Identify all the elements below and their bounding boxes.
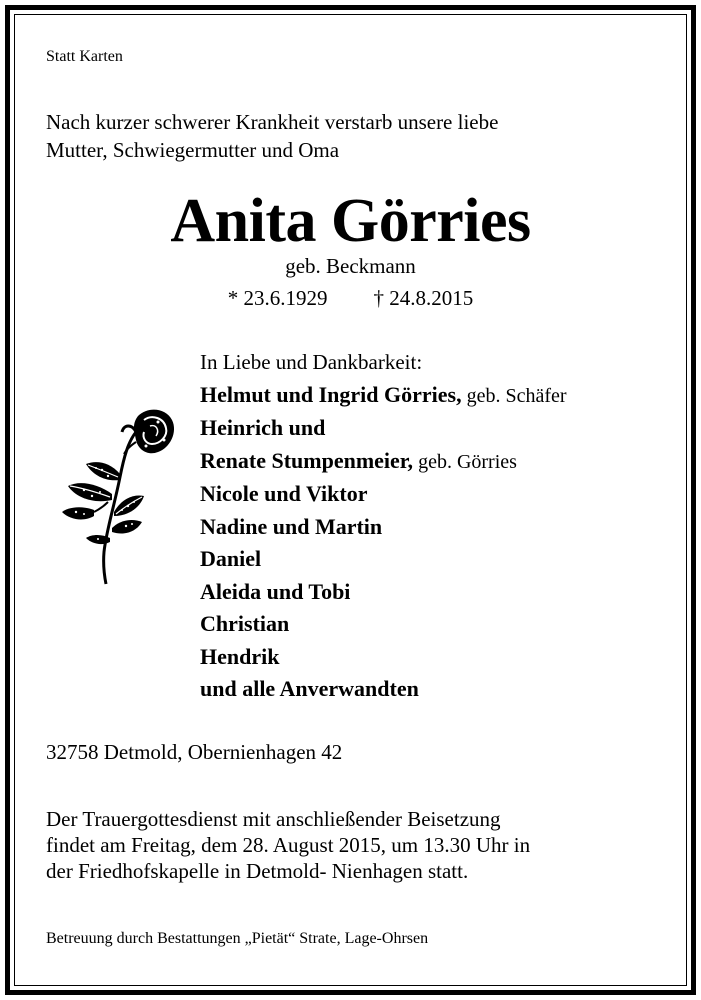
rose-icon: [40, 402, 180, 587]
birth-date: * 23.6.1929: [227, 286, 328, 310]
mourner-line-1: Helmut und Ingrid Görries, geb. Schäfer: [200, 381, 567, 407]
mourner-line-9: Hendrik: [200, 643, 280, 669]
address: 32758 Detmold, Obernienhagen 42: [46, 740, 343, 764]
mourner-line-3: Renate Stumpenmeier, geb. Görries: [200, 447, 517, 473]
statt-karten: Statt Karten: [46, 48, 123, 65]
deceased-name: Anita Görries: [170, 187, 531, 255]
mourner-line-5: Nadine und Martin: [200, 513, 383, 539]
funeral-home-credit: Betreuung durch Bestattungen „Pietät“ Strate, Lage-Ohrsen: [46, 930, 429, 947]
intro-text: [46, 108, 498, 164]
mourner-line-2: Heinrich und: [200, 415, 326, 440]
mourner-line-10: und alle Anverwandten: [200, 676, 419, 701]
mourners-heading: In Liebe und Dankbarkeit:: [200, 350, 423, 374]
death-date: † 24.8.2015: [373, 286, 474, 310]
service-line-1: Der Trauergottesdienst mit anschließender Beisetzung: [46, 807, 501, 831]
life-dates: [0, 286, 701, 311]
service-line-2: findet am Freitag, dem 28. August 2015, um 13.30 Uhr in: [46, 833, 531, 857]
mourner-line-4: Nicole und Viktor: [200, 481, 368, 506]
mourner-line-8: Christian: [200, 611, 290, 636]
maiden-name: geb. Beckmann: [285, 254, 416, 278]
mourner-line-6: Daniel: [200, 546, 262, 571]
mourners-list: [200, 346, 567, 706]
service-notice: [46, 806, 530, 884]
mourner-line-7: Aleida und Tobi: [200, 578, 351, 604]
intro-line-1: Nach kurzer schwerer Krankheit verstarb unsere liebe: [46, 110, 499, 134]
service-line-3: der Friedhofskapelle in Detmold- Nienhagen statt.: [46, 859, 469, 883]
intro-line-2: Mutter, Schwiegermutter und Oma: [46, 138, 340, 162]
